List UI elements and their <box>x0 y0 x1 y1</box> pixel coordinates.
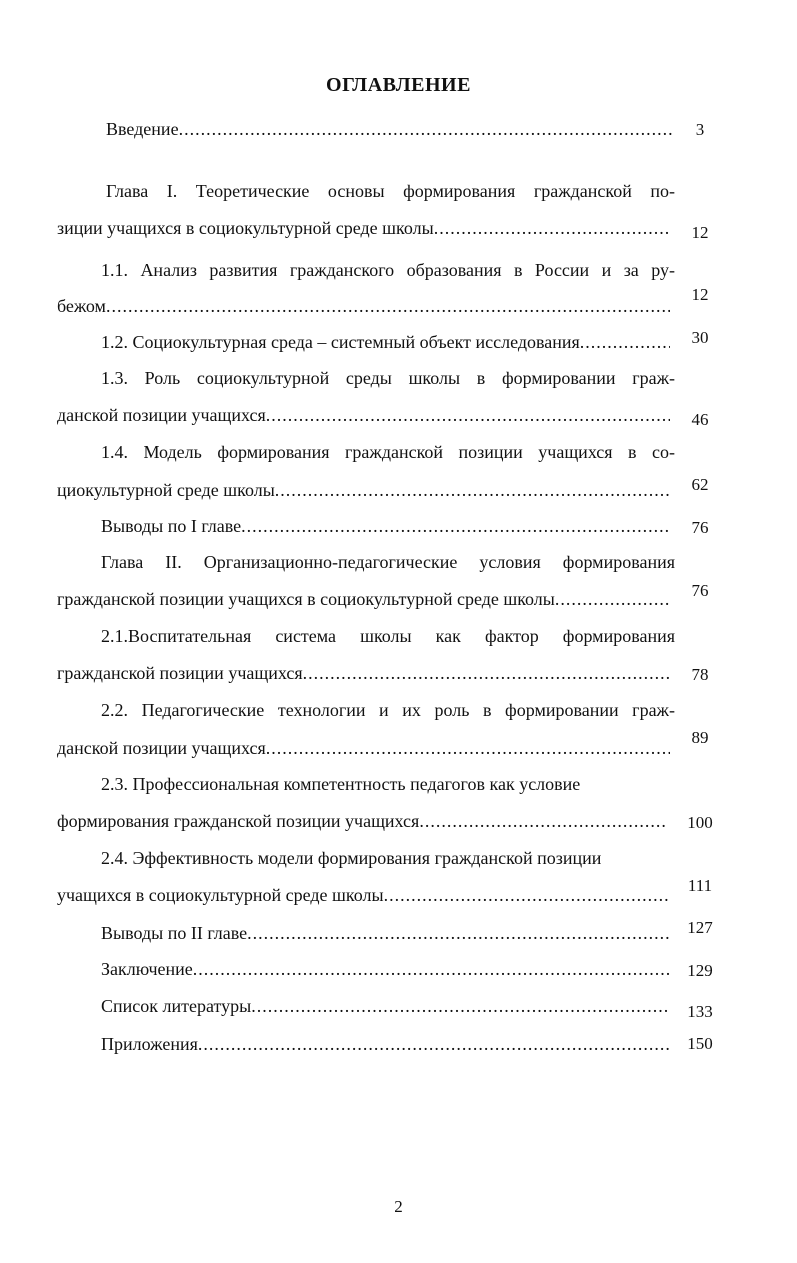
toc-entry-2-1-line-2[interactable]: гражданской позиции учащихся ..... <box>57 662 670 684</box>
toc-entry-page: 62 <box>691 475 709 494</box>
toc-entry-2-3-line-1[interactable]: 2.3. Профессиональная компетентность педагогов как условие <box>101 774 581 794</box>
toc-entry-1-2[interactable]: 1.2. Социокультурная среда – системный объект исследования ..... <box>101 331 670 353</box>
toc-entry-1-3-line-2[interactable]: данской позиции учащихся ..... <box>57 404 670 426</box>
toc-entry-conclusion[interactable]: Заключение ..... <box>101 958 670 980</box>
toc-entry-conclusions-chapter-2[interactable]: Выводы по II главе ..... <box>101 922 670 944</box>
toc-entry-page: 3 <box>695 120 705 139</box>
toc-title: ОГЛАВЛЕНИЕ <box>326 74 471 96</box>
toc-entry-1-4-line-2[interactable]: циокультурной среде школы ..... <box>57 479 670 501</box>
toc-entry-1-4-line-1[interactable]: 1.4. Модель формирования гражданской позиции учащихся в со- <box>101 442 675 462</box>
toc-entry-2-3-line-2[interactable]: формирования гражданской позиции учащихся ..... <box>57 810 667 832</box>
toc-entry-2-2-line-1[interactable]: 2.2. Педагогические технологии и их роль в формировании граж- <box>101 700 675 720</box>
toc-entry-chapter-2-line-2[interactable]: гражданской позиции учащихся в социокультурной среде школы ..... <box>57 588 670 610</box>
toc-entry-page: 133 <box>687 1002 713 1021</box>
toc-entry-page: 150 <box>687 1034 713 1053</box>
toc-entry-page: 127 <box>687 918 713 937</box>
toc-entry-1-3-line-1[interactable]: 1.3. Роль социокультурной среды школы в формировании граж- <box>101 368 675 388</box>
toc-entry-2-1-line-1[interactable]: 2.1.Воспитательная система школы как фактор формирования <box>101 626 675 646</box>
toc-entry-introduction[interactable] <box>106 118 672 140</box>
toc-entry-page: 111 <box>687 876 713 895</box>
toc-entry-page: 46 <box>691 410 709 429</box>
toc-entry-page: 12 <box>691 285 709 304</box>
toc-entry-2-4-line-1[interactable]: 2.4. Эффективность модели формирования гражданской позиции <box>101 848 602 868</box>
toc-entry-page: 76 <box>691 581 709 600</box>
toc-entry-page: 129 <box>687 961 713 980</box>
toc-entry-bibliography[interactable]: Список литературы ..... <box>101 995 670 1017</box>
toc-entry-chapter-2-line-1[interactable]: Глава II. Организационно-педагогические условия формирования <box>101 552 675 572</box>
page-number: 2 <box>394 1197 403 1216</box>
toc-entry-chapter-1-line-1[interactable]: Глава I. Теоретические основы формирования гражданской по- <box>106 181 675 201</box>
toc-entry-conclusions-chapter-1[interactable]: Выводы по I главе ..... <box>101 515 670 537</box>
toc-entry-page: 76 <box>691 518 709 537</box>
toc-entry-chapter-1-line-2[interactable]: зиции учащихся в социокультурной среде школы ..... <box>57 217 670 239</box>
toc-entry-page: 30 <box>691 328 709 347</box>
toc-entry-appendices[interactable]: Приложения ..... <box>101 1033 670 1055</box>
toc-entry-page: 78 <box>691 665 709 684</box>
toc-entry-2-2-line-2[interactable]: данской позиции учащихся ..... <box>57 737 670 759</box>
toc-entry-2-4-line-2[interactable]: учащихся в социокультурной среде школы ..... <box>57 884 670 906</box>
toc-entry-1-1-line-1[interactable]: 1.1. Анализ развития гражданского образования в России и за ру- <box>101 260 675 280</box>
toc-entry-label: Введение <box>106 119 179 139</box>
toc-entry-page: 100 <box>687 813 713 832</box>
toc-entry-1-1-line-2[interactable]: бежом ..... <box>57 295 670 317</box>
toc-entry-page: 89 <box>691 728 709 747</box>
toc-entry-page: 12 <box>691 223 709 242</box>
